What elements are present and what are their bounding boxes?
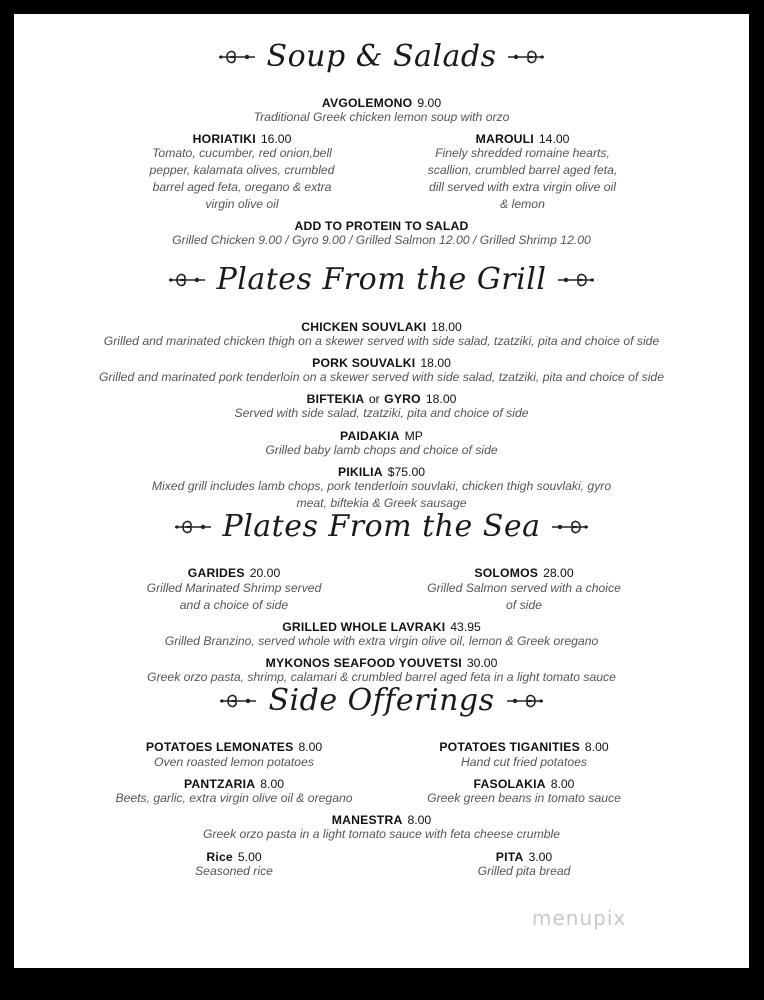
item-description: Grilled Salmon served with a choice of side (427, 581, 621, 612)
menu-page (14, 14, 749, 968)
item-description: Seasoned rice (195, 864, 273, 878)
item-description: Beets, garlic, extra virgin olive oil & oregano (115, 791, 353, 805)
item-description: Grilled Marinated Shrimp served and a choice of side (146, 581, 322, 612)
item-price: 43.95 (450, 620, 481, 634)
item-name: Rice (206, 850, 233, 864)
item-price: 16.00 (260, 132, 292, 146)
item-description: Grilled and marinated chicken thigh on a skewer served with side salad, tzatziki, pita and choice of side (103, 334, 660, 348)
item-name: GRILLED WHOLE LAVRAKI (282, 620, 446, 634)
item-description: Oven roasted lemon potatoes (154, 755, 314, 769)
section-heading-sides (14, 683, 749, 718)
item-name: MYKONOS SEAFOOD YOUVETSI (265, 656, 462, 670)
item-price: 18.00 (425, 392, 457, 406)
watermark: menupix (532, 906, 627, 930)
item-description: Greek green beans in tomato sauce (427, 791, 621, 805)
item-description: Grilled baby lamb chops and choice of side (265, 443, 498, 457)
section-title: Plates From the Sea (222, 509, 541, 544)
section-title: Plates From the Grill (216, 262, 547, 297)
ornament-left-icon (218, 690, 258, 712)
item-name: SOLOMOS (474, 566, 539, 580)
item-price: 20.00 (249, 566, 281, 580)
item-description: Grilled and marinated pork tenderloin on a skewer served with side salad, tzatziki, pita and choice of side (99, 370, 664, 384)
item-price: 9.00 (417, 96, 442, 110)
item-name: MANESTRA (331, 813, 403, 827)
item-description: Grilled pita bread (477, 864, 571, 878)
item-description: Mixed grill includes lamb chops, pork tenderloin souvlaki, chicken thigh souvlaki, gyro meat, biftekia & Greek sausage (151, 479, 612, 510)
section-heading-soup (14, 39, 749, 74)
item-price: 8.00 (584, 740, 609, 754)
ornament-right-icon (556, 269, 596, 291)
item-price: 8.00 (260, 777, 285, 791)
item-or: or (368, 392, 380, 406)
item-name: PITA (495, 850, 524, 864)
item-name: GARIDES (187, 566, 245, 580)
item-price: 30.00 (466, 656, 498, 670)
item-description: Greek orzo pasta, shrimp, calamari & crumbled barrel aged feta in a light tomato sauce (147, 670, 616, 684)
item-price: 5.00 (237, 850, 262, 864)
item-name: POTATOES TIGANITIES (439, 740, 580, 754)
ornament-right-icon (550, 516, 590, 538)
ornament-left-icon (167, 269, 207, 291)
item-name: FASOLAKIA (473, 777, 546, 791)
ornament-right-icon (505, 690, 545, 712)
ornament-left-icon (173, 516, 213, 538)
item-name: MAROULI (475, 132, 534, 146)
item-name: CHICKEN SOUVLAKI (301, 320, 427, 334)
item-price: 8.00 (550, 777, 575, 791)
item-description: Tomato, cucumber, red onion,bell pepper, kalamata olives, crumbled barrel aged feta, oregano & extra virgin olive oil (149, 146, 335, 211)
item-name: PAIDAKIA (340, 429, 400, 443)
item-price: 18.00 (420, 356, 451, 370)
item-description: Greek orzo pasta in a light tomato sauce with feta cheese crumble (202, 827, 560, 841)
section-title: Side Offerings (268, 683, 495, 718)
section-heading-grill (14, 262, 749, 297)
ornament-right-icon (506, 46, 546, 68)
item-description: Grilled Branzino, served whole with extra virgin olive oil, lemon & Greek oregano (164, 634, 599, 648)
ornament-left-icon (217, 46, 257, 68)
item-price: 18.00 (431, 320, 462, 334)
item-price: 28.00 (543, 566, 574, 580)
item-description: Served with side salad, tzatziki, pita and choice of side (234, 406, 529, 420)
item-description: Grilled Chicken 9.00 / Gyro 9.00 / Grilled Salmon 12.00 / Grilled Shrimp 12.00 (172, 233, 591, 247)
item-description: Traditional Greek chicken lemon soup with orzo (253, 110, 510, 124)
item-name: PORK SOUVALKI (312, 356, 416, 370)
item-name: HORIATIKI (192, 132, 256, 146)
item-price: MP (404, 429, 423, 443)
item-description: Finely shredded romaine hearts, scallion, crumbled barrel aged feta, dill served with extra virgin olive oil & lemon (427, 146, 618, 211)
item-name: BIFTEKIA (306, 392, 365, 406)
item-description: Hand cut fried potatoes (460, 755, 588, 769)
item-name: PANTZARIA (183, 777, 256, 791)
item-name: PIKILIA (337, 465, 383, 479)
section-heading-sea (14, 509, 749, 544)
item-name: ADD TO PROTEIN TO SALAD (294, 219, 469, 233)
item-price: 3.00 (528, 850, 553, 864)
item-name: AVGOLEMONO (321, 96, 413, 110)
item-name-alt: GYRO (384, 392, 421, 406)
section-title: Soup & Salads (266, 39, 497, 74)
item-price: 8.00 (298, 740, 323, 754)
item-price: $75.00 (387, 465, 426, 479)
item-price: 14.00 (538, 132, 570, 146)
item-name: POTATOES LEMONATES (145, 740, 294, 754)
item-price: 8.00 (407, 813, 432, 827)
